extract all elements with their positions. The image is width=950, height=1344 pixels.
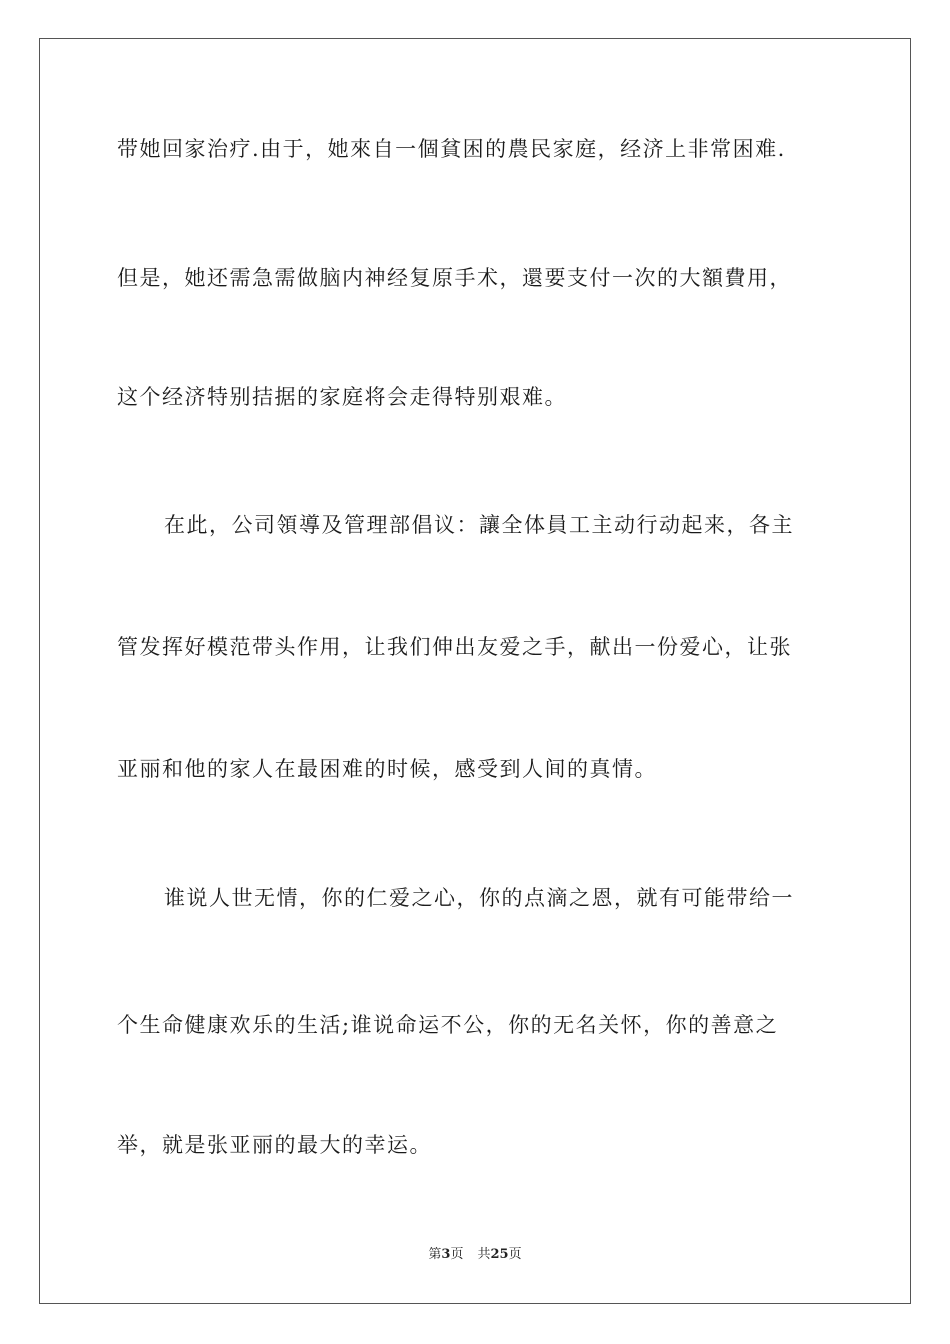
page-border [39, 38, 911, 1304]
paragraph-line: 管发挥好模范带头作用，让我们伸出友爱之手，献出一份爱心，让张 [117, 635, 792, 659]
paragraph-line: 带她回家治疗.由于，她來自一個貧困的農民家庭，经济上非常困难. [117, 137, 786, 161]
footer-total-prefix: 共 [477, 1247, 491, 1262]
paragraph-line: 亚丽和他的家人在最困难的时候，感受到人间的真情。 [117, 757, 657, 781]
paragraph-line: 但是，她还需急需做脑内神经复原手术，還要支付一次的大額費用， [117, 266, 792, 290]
footer-page-suffix: 页 [450, 1247, 464, 1262]
page-footer [0, 1246, 950, 1264]
paragraph-line: 举，就是张亚丽的最大的幸运。 [117, 1133, 432, 1157]
paragraph-line: 在此，公司領導及管理部倡议：讓全体員工主动行动起来，各主 [164, 513, 794, 537]
footer-total-suffix: 页 [508, 1247, 522, 1262]
footer-page-current: 3 [441, 1247, 451, 1262]
footer-page-total: 25 [490, 1247, 509, 1262]
footer-page-prefix: 第 [428, 1247, 442, 1262]
paragraph-line: 个生命健康欢乐的生活;谁说命运不公，你的无名关怀，你的善意之 [117, 1013, 779, 1037]
paragraph-line: 这个经济特别拮据的家庭将会走得特别艰难。 [117, 385, 567, 409]
paragraph-line: 谁说人世无情，你的仁爱之心，你的点滴之恩，就有可能带给一 [164, 886, 794, 910]
